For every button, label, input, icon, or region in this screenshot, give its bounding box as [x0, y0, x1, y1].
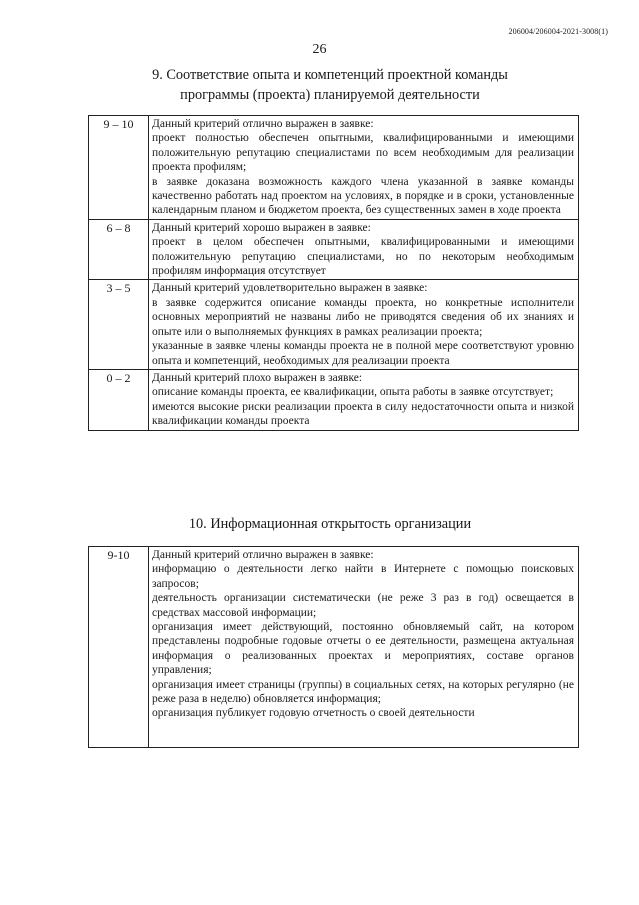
- table-row: [89, 280, 579, 369]
- criterion-line: в заявке доказана возможность каждого члена указанной в заявке команды качественно работать над проектом на условиях, в порядке и в сроки, установленные календарным планом и бюджетом проекта, без существенных замен в ходе проекта: [152, 175, 574, 217]
- description-cell: [149, 369, 579, 430]
- score-cell: 3 – 5: [89, 280, 149, 369]
- criterion-heading: Данный критерий отлично выражен в заявке:: [152, 549, 374, 561]
- table-row: [89, 219, 579, 280]
- criterion-line: в заявке содержится описание команды проекта, но конкретные исполнители основных мероприятий не названы либо не приводятся сведения об их знаниях и опыте или о выполняемых функциях в рамках реализации проекта;: [152, 296, 574, 338]
- description-cell: [149, 280, 579, 369]
- section-9-title-line-2: программы (проекта) планируемой деятельности: [180, 87, 480, 103]
- criterion-heading: Данный критерий удовлетворительно выражен в заявке:: [152, 282, 428, 295]
- description-cell: [149, 547, 579, 748]
- table-row: [89, 547, 579, 748]
- criterion-line: описание команды проекта, ее квалификации, опыта работы в заявке отсутствует;: [152, 386, 554, 399]
- criterion-line: организация имеет страницы (группы) в социальных сетях, на которых регулярно (не реже раза в неделю) обновляется информация;: [152, 678, 574, 706]
- section-9-criteria-table: [88, 115, 579, 431]
- criterion-line: организация имеет действующий, постоянно обновляемый сайт, на котором представлены подробные годовые отчеты о ее деятельности, размещена актуальная информация о реализованных проектах и мероприятиях, составе органов управления;: [152, 621, 574, 677]
- criterion-line: указанные в заявке члены команды проекта не в полной мере соответствуют уровню опыта и компетенций, необходимых для реализации проекта: [152, 340, 574, 367]
- criterion-line: деятельность организации систематически (не реже 3 раз в год) освещается в средствах массовой информации;: [152, 592, 574, 619]
- criterion-heading: Данный критерий плохо выражен в заявке:: [152, 371, 363, 384]
- page-number: 26: [312, 42, 327, 57]
- criterion-line: организация публикует годовую отчетность о своей деятельности: [152, 707, 475, 720]
- document-code: 206004/206004-2021-3008(1): [508, 27, 608, 36]
- criterion-line: информацию о деятельности легко найти в Интернете с помощью поисковых запросов;: [152, 563, 574, 590]
- description-cell: [149, 116, 579, 220]
- criterion-line: имеются высокие риски реализации проекта в силу недостаточности опыта и низкой квалификации команды проекта: [152, 400, 574, 428]
- section-9-title: [90, 65, 570, 105]
- description-cell: [149, 219, 579, 280]
- table-row: [89, 116, 579, 220]
- section-10-criteria-table: [88, 546, 579, 748]
- score-cell: 0 – 2: [89, 369, 149, 430]
- score-cell: 9-10: [89, 547, 149, 748]
- criterion-heading: Данный критерий отлично выражен в заявке:: [152, 118, 374, 130]
- criterion-heading: Данный критерий хорошо выражен в заявке:: [152, 221, 371, 234]
- score-cell: 6 – 8: [89, 219, 149, 280]
- criterion-line: проект полностью обеспечен опытными, квалифицированными и имеющими положительную репутацию специалистами по всем необходимым для реализации проекта профилям;: [152, 132, 574, 174]
- criterion-line: проект в целом обеспечен опытными, квалифицированными и имеющими положительную репутацию специалистами, но по некоторым необходимым профилям информация отсутствует: [152, 236, 574, 278]
- section-9-title-line-1: 9. Соответствие опыта и компетенций проектной команды: [152, 67, 508, 83]
- section-10-title: 10. Информационная открытость организации: [188, 516, 472, 532]
- score-cell: 9 – 10: [89, 116, 149, 220]
- table-row: [89, 369, 579, 430]
